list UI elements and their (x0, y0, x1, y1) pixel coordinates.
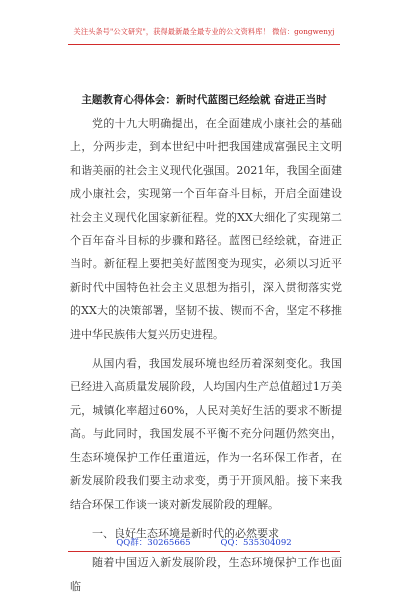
paragraph-2: 从国内看，我国发展环境也经历着深刻变化。我国已经进入高质量发展阶段，人均国内生产总值超过1万美元，城镇化率超过60%，人民对美好生活的要求不断提高。与此同时，我国发展不平衡不充分问题仍然突出，生态环境保护工作任重道远，作为一名环保工作者，在新发展阶段我们要主动求变，勇于开顶风船。接下来我结合环保工作谈一谈对新发展阶段的理解。 (70, 357, 342, 511)
document-body (70, 112, 342, 604)
header-banner: 关注头条号"公文研究"，获得最新最全最专业的公文资料库！ 微信：gongwenyj (73, 27, 335, 36)
footer-divider (68, 551, 340, 552)
paragraph-3: 随着中国迈入新发展阶段，生态环境保护工作也面临 (70, 556, 342, 593)
section-heading: 一、良好生态环境是新时代的必然要求 (92, 526, 279, 540)
header-divider (68, 44, 340, 45)
paragraph-1: 党的十九大明确提出，在全面建成小康社会的基础上，分两步走，到本世纪中叶把我国建成富强民主文明和谐美丽的社会主义现代化强国。2021年，我国全面建成小康社会，实现第一个百年奋斗目标，开启全面建设社会主义现代化国家新征程。党的XX大细化了实现第二个百年奋斗目标的步骤和路径。蓝图已经绘就，奋进正当时。新征程上要把美好蓝图变为现实，必须以习近平新时代中国特色社会主义思想为指引，深入贯彻落实党的XX大的决策部署，坚韧不拔、锲而不舍，坚定不移推进中华民族伟大复兴历史进程。 (70, 117, 342, 341)
footer-contacts (0, 536, 408, 548)
footer-qq-group: QQ群：30265665 (116, 538, 191, 548)
footer-qq: QQ：535304092 (220, 538, 292, 548)
document-title: 主题教育心得体会：新时代蓝图已经绘就 奋进正当时 (81, 94, 327, 106)
